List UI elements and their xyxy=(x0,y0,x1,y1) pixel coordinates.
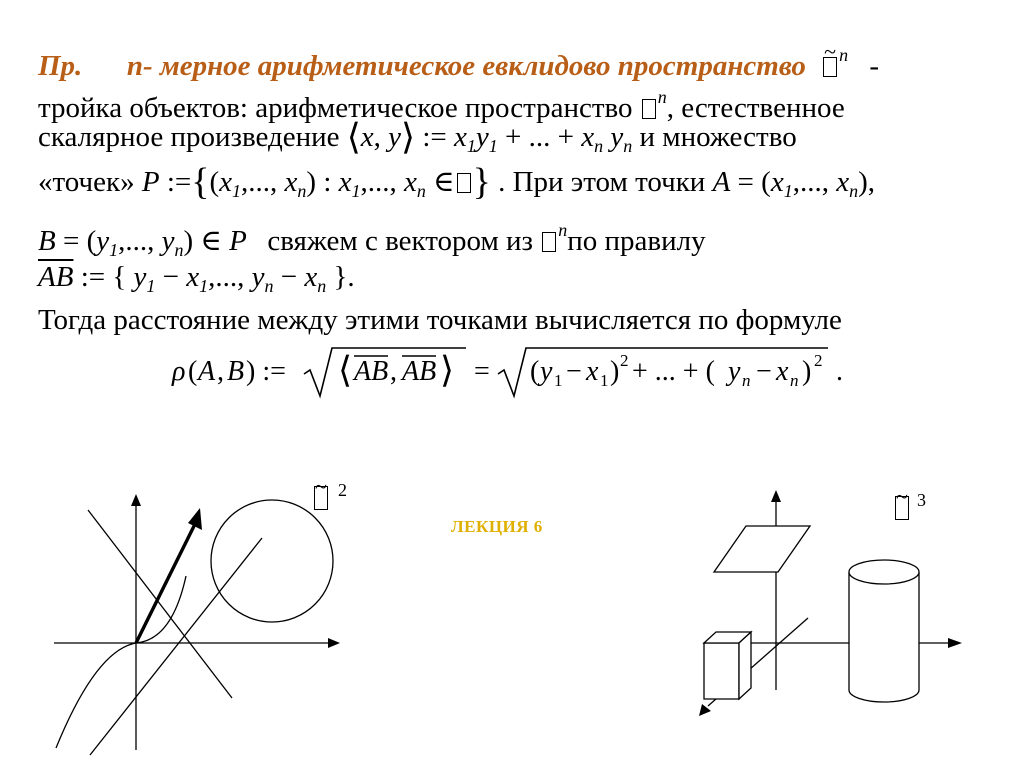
svg-text:B: B xyxy=(227,356,245,387)
tilde-box-symbol: ~ xyxy=(821,49,839,83)
svg-text:n: n xyxy=(790,371,799,390)
line4-after: . При этом точки xyxy=(498,166,706,198)
svg-text:): ) xyxy=(802,356,812,387)
svg-text:(: ( xyxy=(530,356,540,387)
point-a-formula: $A = (x_1$,..., $x_n$), xyxy=(712,166,875,201)
vector-definition: $\overline{AB}$ := { $y_1 - x_1$,..., $y_n - x_n$ }. xyxy=(38,261,355,296)
svg-text:y: y xyxy=(728,356,741,387)
svg-text:1: 1 xyxy=(554,371,563,390)
r2-sup: 2 xyxy=(338,480,347,500)
line4-before: «точек» xyxy=(38,166,135,198)
svg-text:−: − xyxy=(756,356,772,387)
svg-text:=: = xyxy=(474,356,490,387)
svg-text:x: x xyxy=(776,356,789,387)
line3-after: и множество xyxy=(639,121,797,153)
cube-front xyxy=(704,643,739,699)
line5-mid: свяжем с вектором из xyxy=(267,225,534,257)
line2-sup: n xyxy=(657,87,667,107)
svg-text:(: ( xyxy=(188,356,198,387)
svg-text:ρ: ρ xyxy=(172,356,186,387)
r2-label: ~ 2 xyxy=(312,486,330,513)
z-axis-arrow-icon xyxy=(771,490,781,502)
svg-text:1: 1 xyxy=(600,371,609,390)
line5-after: по правилу xyxy=(567,225,706,257)
svg-text:.: . xyxy=(836,356,843,387)
svg-text:y: y xyxy=(540,356,553,387)
cylinder-top xyxy=(849,560,919,584)
svg-text:,: , xyxy=(390,356,397,387)
line2-after: , естественное xyxy=(666,92,845,124)
y-axis-arrow-3d-icon xyxy=(948,638,962,648)
inner-product-formula: ⟨x, y⟩ := $x_1y_1$ + ... + $x_n$ $y_n$ xyxy=(346,117,633,157)
points-set-formula: P $:=\{(x_1$,..., $x_n$) : $x_1$,..., $x_n$ ∈ } xyxy=(141,161,491,203)
line3-before: скалярное произведение xyxy=(38,121,340,153)
svg-text:n: n xyxy=(742,371,751,390)
lecture-label: ЛЕКЦИЯ 6 xyxy=(451,517,543,536)
plane-shape xyxy=(714,526,810,572)
heading-sup: n xyxy=(839,45,849,65)
r3-label: ~ 3 xyxy=(893,496,911,523)
svg-text:2: 2 xyxy=(814,351,823,370)
svg-text:A: A xyxy=(198,356,216,387)
heading-text: n- мерное арифметическое евклидово пространство xyxy=(126,50,806,82)
svg-text:,: , xyxy=(217,356,224,387)
svg-text:−: − xyxy=(566,356,582,387)
cylinder-body xyxy=(849,572,919,702)
line7-text: Тогда расстояние между этими точками вычисляется по формуле xyxy=(38,304,842,336)
point-b-formula: $B = (y_1$,..., $y_n$) ∈ P xyxy=(38,225,247,260)
svg-text:⟩: ⟩ xyxy=(440,350,455,390)
svg-text:AB: AB xyxy=(354,356,389,387)
svg-text:) :=: ) := xyxy=(246,356,286,387)
heading-label: Пр. xyxy=(38,50,83,82)
heading-dash: - xyxy=(869,50,880,82)
line5-sup: n xyxy=(558,220,568,240)
svg-text:⟨: ⟨ xyxy=(338,350,353,390)
cube-side xyxy=(739,632,751,699)
svg-text:+ ... + (: + ... + ( xyxy=(632,356,715,387)
line2-before: тройка объектов: арифметическое пространство xyxy=(38,92,633,124)
r3-sup: 3 xyxy=(917,490,926,510)
svg-text:AB: AB xyxy=(402,356,437,387)
svg-text:x: x xyxy=(586,356,599,387)
svg-text:): ) xyxy=(610,356,620,387)
svg-text:2: 2 xyxy=(620,351,629,370)
